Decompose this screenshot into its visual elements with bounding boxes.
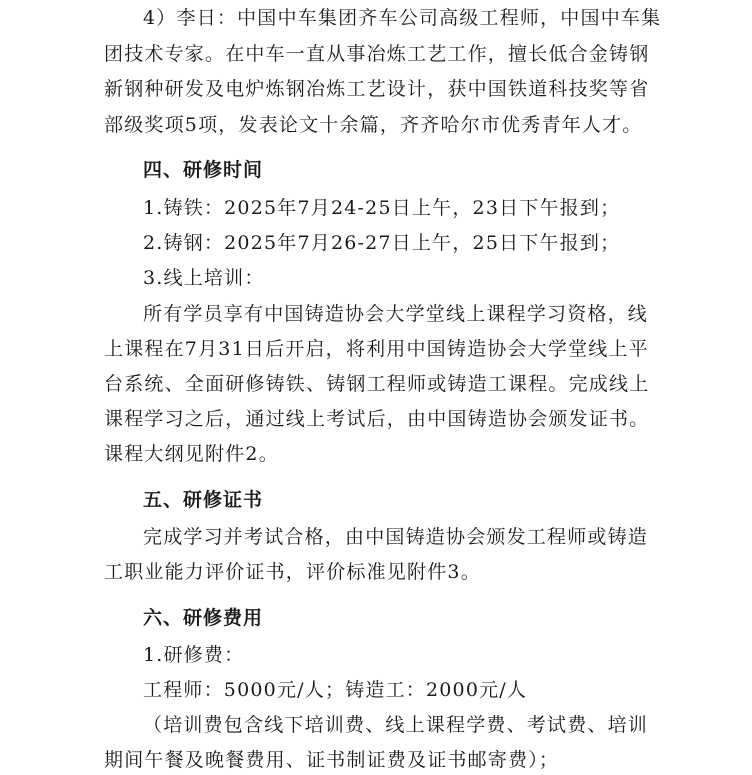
expert-4-line-4: 部级奖项5项，发表论文十余篇，齐齐哈尔市优秀青年人才。 [104,114,643,136]
online-paragraph-line-1: 所有学员享有中国铸造协会大学堂线上课程学习资格，线 [143,303,649,325]
schedule-item-online: 3.线上培训： [143,267,265,289]
certificate-line-2: 工职业能力评价证书，评价标准见附件3。 [104,561,481,583]
certificate-line-1: 完成学习并考试合格，由中国铸造协会颁发工程师或铸造 [143,526,649,548]
fees-item-training: 1.研修费： [143,644,245,666]
schedule-item-steel: 2.铸钢：2025年7月26-27日上午，25日下午报到； [143,232,621,254]
online-paragraph-line-2: 上课程在7月31日后开启，将利用中国铸造协会大学堂线上平 [104,338,649,360]
fees-note-line-1: （培训费包含线下培训费、线上课程学费、考试费、培训 [143,714,649,736]
fees-note-line-2: 期间午餐及晚餐费用、证书制证费及证书邮寄费）； [104,749,560,771]
fees-heading: 六、研修费用 [143,607,264,629]
schedule-item-iron: 1.铸铁：2025年7月24-25日上午，23日下午报到； [143,197,621,219]
fees-rates: 工程师：5000元/人；铸造工：2000元/人 [143,679,528,701]
certificate-heading: 五、研修证书 [143,489,264,511]
online-paragraph-line-5: 课程大纲见附件2。 [104,443,279,465]
online-paragraph-line-4: 课程学习之后，通过线上考试后，由中国铸造协会颁发证书。 [104,408,650,430]
expert-4-line-1: 4）李日：中国中车集团齐车公司高级工程师，中国中车集 [143,7,662,29]
expert-4-line-3: 新钢种研发及电炉炼钢冶炼工艺设计，获中国铁道科技奖等省 [104,78,650,100]
schedule-heading: 四、研修时间 [143,159,264,181]
online-paragraph-line-3: 台系统、全面研修铸铁、铸钢工程师或铸造工课程。完成线上 [104,373,650,395]
expert-4-line-2: 团技术专家。在中车一直从事冶炼工艺工作，擅长低合金铸钢 [104,43,650,65]
